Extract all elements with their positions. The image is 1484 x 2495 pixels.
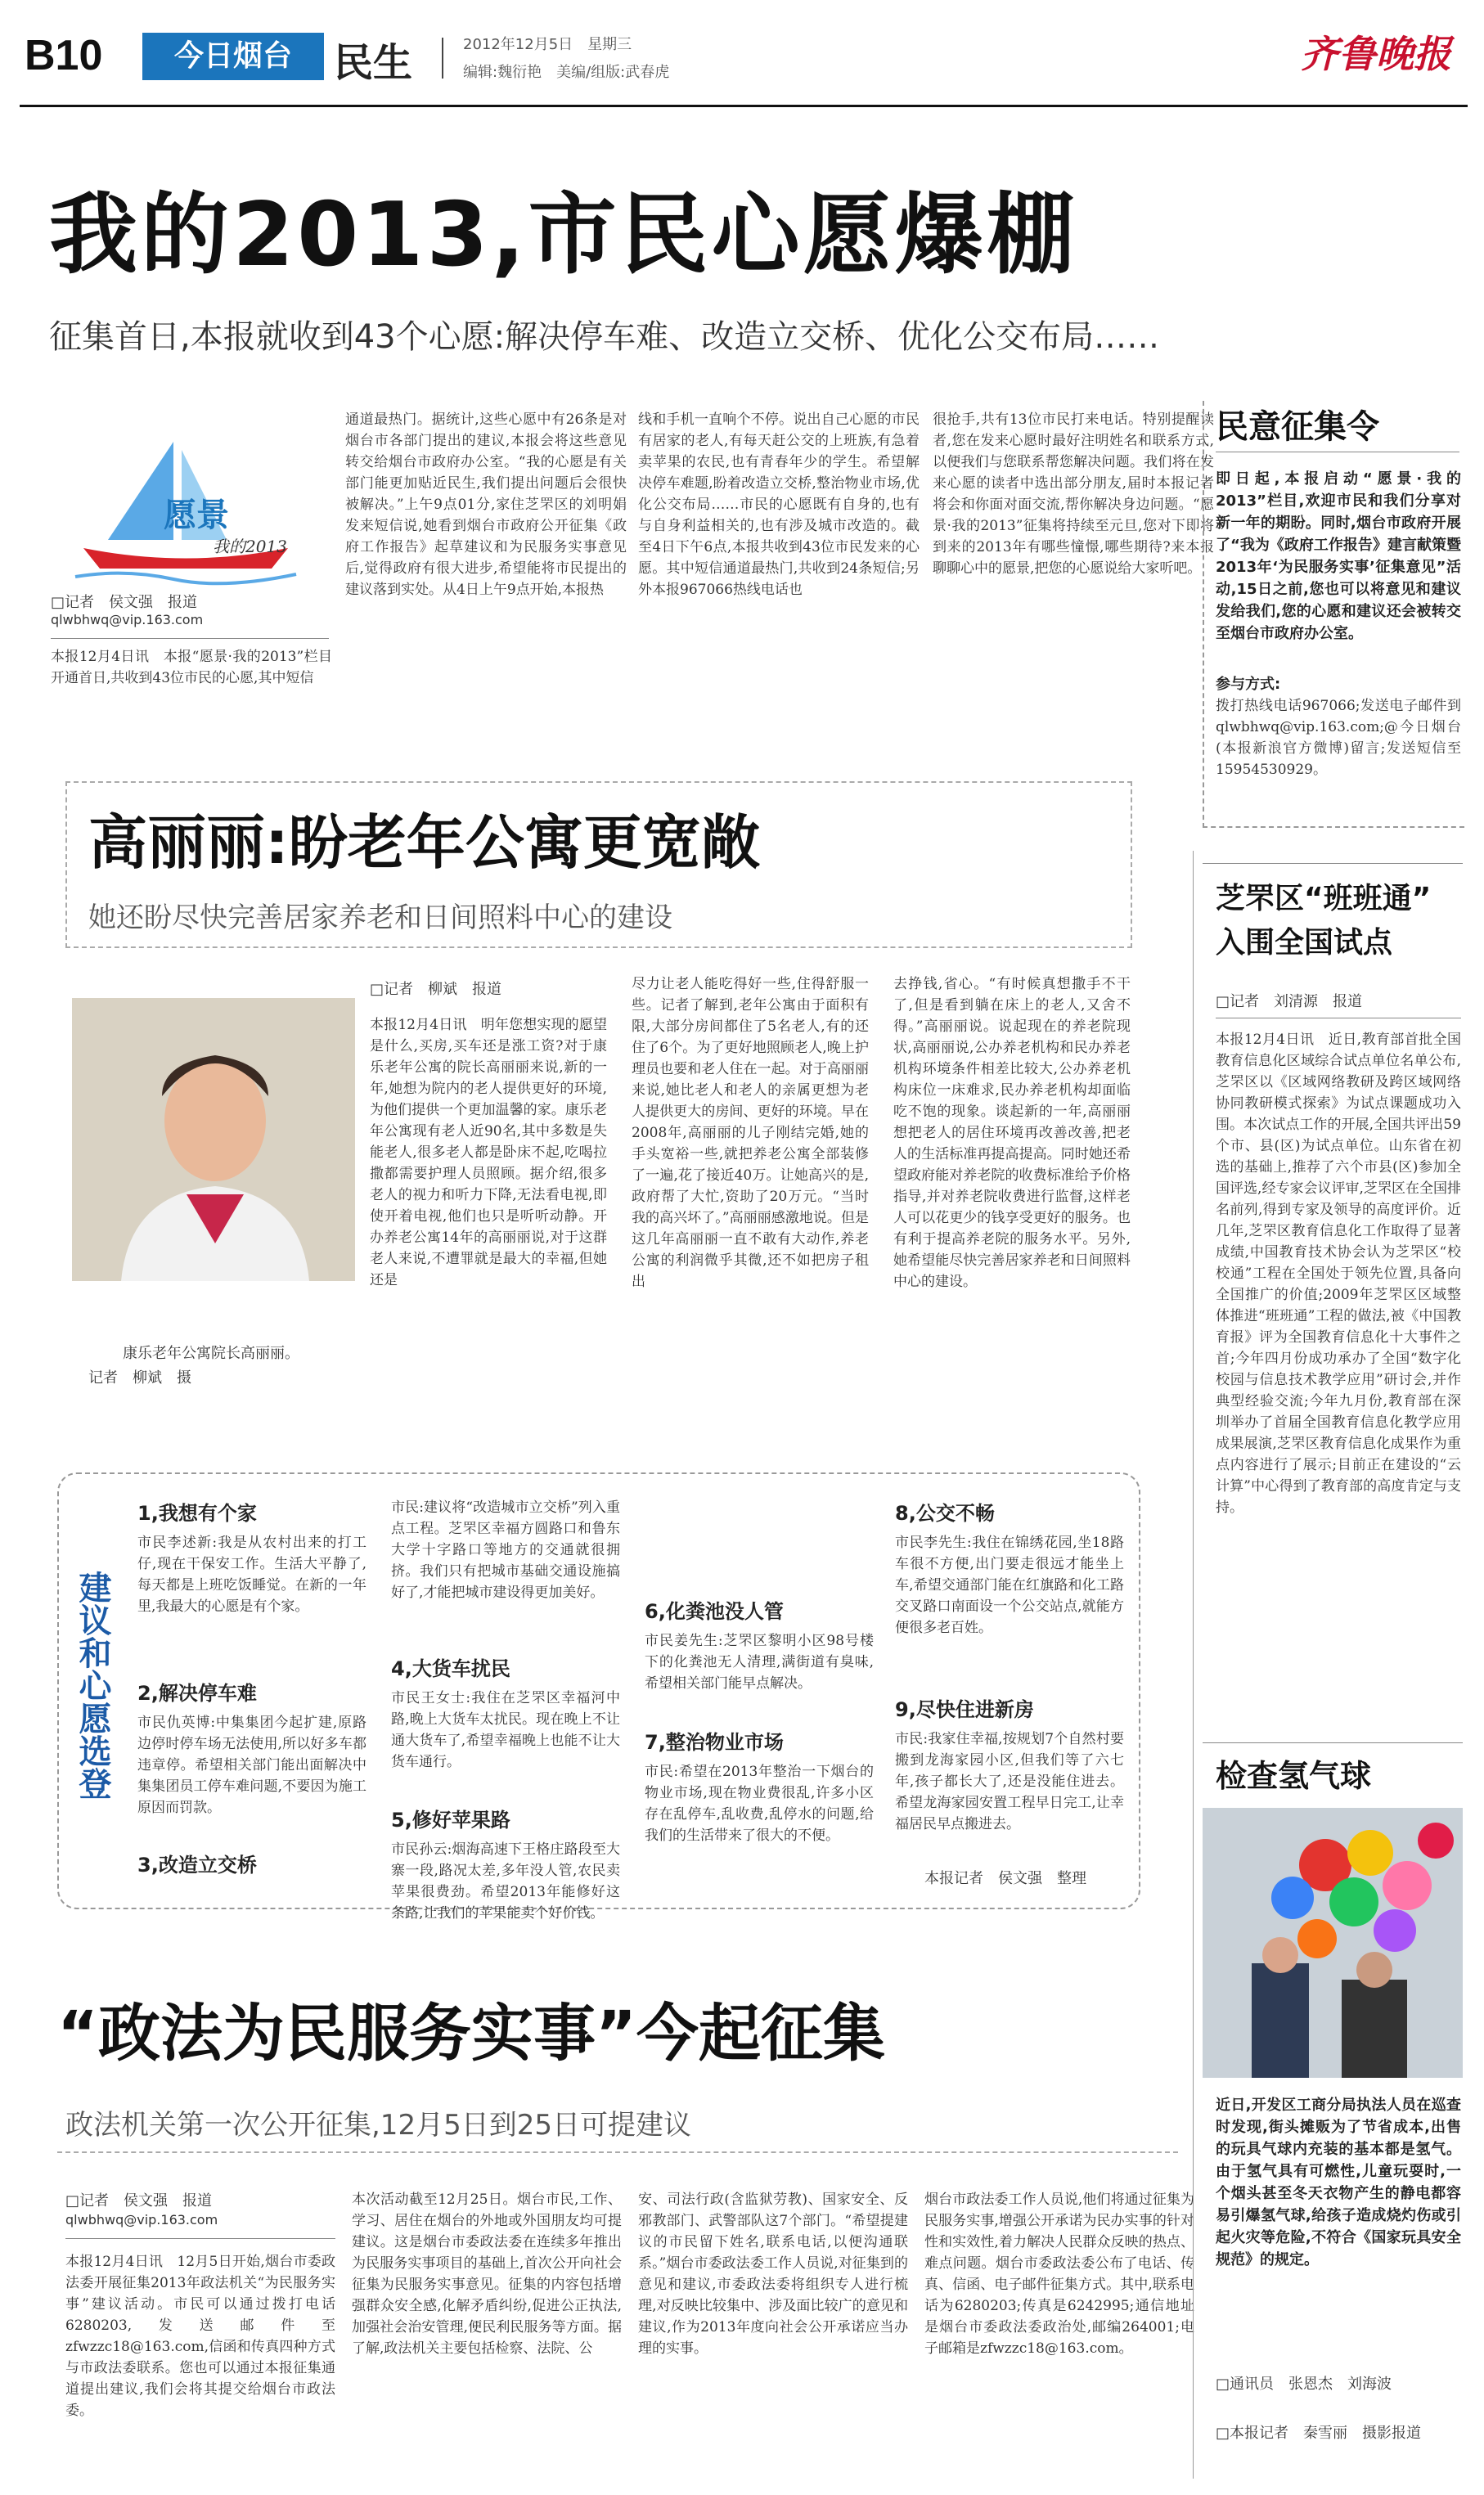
suggestion-item (645, 1595, 874, 1737)
minyi-text: 即日起,本报启动“愿景·我的2013”栏目,欢迎市民和我们分享对新一年的期盼。同时,烟台市政府开展了“我为《政府工作报告》建言献策暨2013年‘为民服务实事’征集意见”活动,15日之前,您也可以将意见和建议发给我们,您的心愿和建议还会被转交至烟台市政府办公室。 (1216, 470, 1461, 642)
logo-main-text: 愿景 (164, 497, 229, 534)
lead-col4: 很抢手,共有13位市民打来电话。特别提醒读者,您在发来心愿时最好注明姓名和联系方式,以便我们与您联系帮您解决问题。我们将在发来心愿的读者中选出部分朋友,届时本报记者将会和你面对面交流,帮你解决身边问题。“愿景·我的2013”征集将持续至元旦,您对下即将到来的2013年有哪些憧憬,哪些期待?来本报聊聊心中的愿景,把您的心愿说给大家听吧。 (933, 411, 1214, 577)
minyi-contact: 拨打热线电话967066;发送电子邮件到qlwbhwq@vip.163.com;@今日烟台(本报新浪官方微博)留言;发送短信至15954530929。 (1216, 698, 1461, 778)
suggestions-vertical-title: 建议和心愿选登 (74, 1571, 111, 1800)
suggestion-text: 市民:我家住幸福,按规划7个自然村要搬到龙海家园小区,但我们等了六七年,孩子都长大了,还是没能住进去。希望龙海家园安置工程早日完工,让幸福居民早点搬进去。 (895, 1731, 1124, 1832)
qingqi-credit2: □本报记者 秦雪丽 摄影报道 (1216, 2425, 1422, 2442)
section-name: 民生 (334, 40, 413, 86)
zhifa-col3: 安、司法行政(含监狱劳教)、国家安全、反邪教部门、武警部队这7个部门。“希望提建议的市民留下姓名,联系电话,以便沟通联系。”烟台市委政法委工作人员说,对征集到的意见和建议,市委政法委将组织专人进行梳理,对反映比较集中、涉及面比较广的意见和建议,作为2013年度向社会公开承诺应当办理的实事。 (638, 2192, 908, 2357)
lead-byline: □记者 侯文强 报道 (51, 594, 198, 611)
suggestion-item (391, 1497, 620, 1644)
suggestion-text: 市民李先生:我住在锦绣花园,坐18路车很不方便,出门要走很远才能坐上车,希望交通部门能在红旗路和化工路交叉路口南面设一个公交站点,就能方便很多老百姓。 (895, 1535, 1124, 1636)
qingqi-caption: 近日,开发区工商分局执法人员在巡查时发现,街头摊贩为了节省成本,出售的玩具气球内充装的基本都是氢气。由于氢气具有可燃性,儿童玩耍时,一个烟头甚至冬天衣物产生的静电都容易引爆氢气球,给孩子造成烧灼伤或引起火灾等危险,不符合《国家玩具安全规范》的规定。 (1216, 2097, 1461, 2268)
zhifu-byline: □记者 刘清源 报道 (1216, 993, 1363, 1010)
lead-col3: 线和手机一直响个不停。说出自己心愿的市民有居家的老人,有每天赶公交的上班族,有急着卖苹果的农民,也有青春年少的学生。希望解决停车难题,盼着改造立交桥,整治物业市场,优化公交布局……市民的心愿既有自身的,也有与自身利益相关的,也有涉及城市改造的。截至4日下午6点,本报共收到43位市民发来的心愿。其中短信通道最热门,共收到24条短信;另外本报967066热线电话也 (638, 411, 920, 598)
zhifu-title-line2: 入围全国试点 (1216, 926, 1393, 960)
gao-col3: 去挣钱,省心。“有时候真想撒手不干了,但是看到躺在床上的老人,又舍不得。”高丽丽说。说起现在的养老院现状,高丽丽说,公办养老机构和民办养老机构环境条件相差比较大,公办养老机构床位一床难求,民办养老机构却面临吃不饱的现象。谈起新的一年,高丽丽想把老人的居住环境再改善改善,把老人的生活标准再提高提高。同时她还希望政府能对养老院的收费标准给予价格指导,并对养老院收费进行监督,这样老人可以花更少的钱享受更好的服务。也有利于提高养老院的服务水平。另外,她希望能尽快完善居家养老和日间照料中心的建设。 (893, 976, 1131, 1290)
suggestion-item (391, 1804, 620, 1922)
lead-col2: 通道最热门。据统计,这些心愿中有26条是对烟台市各部门提出的建议,本报会将这些意见转交给烟台市政府办公室。“我的心愿是有关部门能更加贴近民生,我们提出问题后会很快被解决。”上午9点01分,家住芝罘区的刘明娟发来短信说,她看到烟台市政府公开征集《政府工作报告》起草建议和为民服务实事意见后,觉得政府有很大进步,希望能将市民提出的建议落到实处。从4日上午9点开始,本报热 (345, 411, 627, 598)
lead-subhead: 征集首日,本报就收到43个心愿:解决停车难、改造立交桥、优化公交布局…… (49, 318, 1160, 356)
suggestion-head: 3,改造立交桥 (137, 1854, 257, 1877)
qingqi-credit1: □通讯员 张恩杰 刘海波 (1216, 2376, 1392, 2393)
suggestion-text: 市民姜先生:芝罘区黎明小区98号楼下的化粪池无人清理,满街道有臭味,希望相关部门能早点解决。 (645, 1633, 874, 1692)
suggestion-head: 2,解决停车难 (137, 1682, 257, 1705)
lead-email: qlwbhwq@vip.163.com (51, 612, 204, 627)
suggestion-text: 市民孙云:烟海高速下王格庄路段至大寨一段,路况太差,多年没人管,农民卖苹果很费劲。希望2013年能修好这条路,让我们的苹果能卖个好价钱。 (391, 1841, 620, 1922)
gao-photo-credit: 记者 柳斌 摄 (88, 1369, 191, 1387)
suggestion-head: 8,公交不畅 (895, 1502, 995, 1525)
gao-caption: 康乐老年公寓院长高丽丽。 (123, 1345, 299, 1362)
suggestion-text: 市民仇英博:中集集团今起扩建,原路边停时停车场无法使用,所以好多车都违章停。希望相关部门能出面解决中集集团员工停车难问题,不要因为施工原因而罚款。 (137, 1715, 367, 1816)
minyi-title: 民意征集令 (1216, 408, 1379, 446)
suggestions-credit: 本报记者 侯文强 整理 (924, 1870, 1086, 1887)
gao-portrait (72, 998, 355, 1281)
suggestion-item (645, 1726, 874, 1900)
suggestion-head: 4,大货车扰民 (391, 1657, 510, 1680)
suggestion-text: 市民:建议将“改造城市立交桥”列入重点工程。芝罘区幸福方圆路口和鲁东大学十字路口等地方的交通就很拥挤。我们只有把城市基础交通设施搞好了,才能把城市建设得更加美好。 (391, 1499, 620, 1601)
zhifa-col1: 本报12月4日讯 12月5日开始,烟台市委政法委开展征集2013年政法机关“为民服务实事”建议活动。市民可以通过拨打电话6280203,发送邮件至zfwzzc18@163.com,信函和传真四种方式与市政法委联系。您也可以通过本报征集通道提出建议,我们会将其提交给烟台市政法委。 (65, 2254, 335, 2419)
suggestion-text: 市民李述新:我是从农村出来的打工仔,现在干保安工作。生活大平静了,每天都是上班吃饭睡觉。在新的一年里,我最大的心愿是有个家。 (137, 1535, 367, 1615)
zhifa-title: “政法为民服务实事”今起征集 (57, 1997, 885, 2070)
gao-col1: 本报12月4日讯 明年您想实现的愿望是什么,买房,买车还是涨工资?对于康乐老年公寓的院长高丽丽来说,新的一年,她想为院内的老人提供更好的环境,为他们提供一个更加温馨的家。康乐老年公寓现有老人近90名,其中多数是失能老人,很多老人都是卧床不起,吃喝拉撒都需要护理人员照顾。据介绍,很多老人的视力和听力下降,无法看电视,即使开着电视,他们也只是听听动静。开办养老公寓14年的高丽丽说,对于这群老人来说,不遭罪就是最大的幸福,但她还是 (370, 1017, 607, 1288)
date-line: 2012年12月5日 星期三 (463, 36, 632, 53)
zhifu-text: 本报12月4日讯 近日,教育部首批全国教育信息化区域综合试点单位名单公布,芝罘区以《区域网络教研及跨区域网络协同教研模式探索》为试点课题成功入围。本次试点工作的开展,全国共评出59个市、县(区)为试点单位。山东省在初选的基础上,推荐了六个市县(区)参加全国评选,经专家会议评审,芝罘区在全国排名前列,得到专家及领导的高度评价。近几年,芝罘区教育信息化工作取得了显著成绩,中国教育技术协会认为芝罘区“校校通”工程在全国处于领先位置,具备向全国推广的价值;2009年芝罘区区域整体推进“班班通”工程的做法,被《中国教育报》评为全国教育信息化十大事件之首;今年四月份成功承办了全国“数字化校园与信息技术教学应用”研讨会,并作典型经验交流;今年九月份,教育部在深圳举办了首届全国教育信息化教学应用成果展演,芝罘区教育信息化成果作为重点内容进行了展示;目前正在建设的“云计算”中心得到了教育部的高度肯定与支持。 (1216, 1032, 1461, 1516)
suggestion-item (895, 1497, 1124, 1679)
suggestion-head: 9,尽快住进新房 (895, 1698, 1034, 1721)
editor-line: 编辑:魏衍艳 美编/组版:武春虎 (463, 64, 670, 81)
suggestion-item (137, 1677, 367, 1859)
balloon-photo (1203, 1808, 1463, 2078)
zhifa-subtitle: 政法机关第一次公开征集,12月5日到25日可提建议 (65, 2109, 691, 2142)
lead-headline: 我的2013,市民心愿爆棚 (49, 184, 1078, 286)
qingqi-title: 检查氢气球 (1216, 1758, 1372, 1794)
zhifa-col4: 烟台市政法委工作人员说,他们将通过征集为民服务实事,增强公开承诺为民办实事的针对性和实效性,着力解决人民群众反映的热点、难点问题。烟台市委政法委公布了电话、传真、信函、电子邮件征集方式。其中,联系电话为6280203;传真是6242995;通信地址是烟台市委政法委政治处,邮编264001;电子邮箱是zfwzzc18@163.com。 (924, 2192, 1194, 2357)
zhifa-col2: 本次活动截至12月25日。烟台市民,工作、学习、居住在烟台的外地或外国朋友均可提建议。这是烟台市委政法委在连续多年推出为民服务实事项目的基础上,首次公开向社会征集为民服务实事意见。征集的内容包括增强群众安全感,化解矛盾纠纷,促进公正执法,加强社会治安管理,便民利民服务等方面。据了解,政法机关主要包括检察、法院、公 (352, 2192, 622, 2357)
suggestion-item (137, 1849, 367, 1877)
suggestion-item (895, 1693, 1124, 1876)
page-code: B10 (25, 32, 103, 79)
zhifa-email: qlwbhwq@vip.163.com (65, 2212, 218, 2228)
gao-col2: 尽力让老人能吃得好一些,住得舒服一些。记者了解到,老年公寓由于面积有限,大部分房间都住了5名老人,有的还住了6个。为了更好地照顾老人,晚上护理员也要和老人住在一起。对于高丽丽来说,她比老人和老人的亲属更想为老人提供更大的房间、更好的环境。早在2008年,高丽丽的儿子刚结完婚,她的手头宽裕一些,就把养老公寓全部装修了一遍,花了接近40万。让她高兴的是,政府帮了大忙,资助了20万元。“当时我的高兴坏了。”高丽丽感激地说。但是这几年高丽丽一直不敢有大动作,养老公寓的利润微乎其微,还不如把房子租出 (632, 976, 869, 1290)
suggestion-head: 6,化粪池没人管 (645, 1600, 784, 1623)
gao-subtitle: 她还盼尽快完善居家养老和日间照料中心的建设 (88, 901, 672, 934)
suggestion-item (137, 1497, 367, 1663)
suggestion-head: 1,我想有个家 (137, 1502, 257, 1525)
gao-title: 高丽丽:盼老年公寓更宽敞 (88, 808, 760, 877)
section-tab: 今日烟台 (142, 33, 324, 80)
suggestion-head: 5,修好苹果路 (391, 1809, 510, 1832)
zhifu-title-line1: 芝罘区“班班通” (1216, 882, 1432, 915)
suggestion-text: 市民:希望在2013年整治一下烟台的物业市场,现在物业费很乱,许多小区存在乱停车,乱收费,乱停水的问题,给我们的生活带来了很大的不便。 (645, 1764, 874, 1844)
logo-sub-text: 我的2013 (213, 537, 287, 556)
lead-col1: 本报12月4日讯 本报“愿景·我的2013”栏目开通首日,共收到43位市民的心愿,其中短信 (51, 649, 332, 686)
suggestion-item (391, 1652, 620, 1794)
suggestion-head: 7,整治物业市场 (645, 1731, 784, 1754)
minyi-contact-label: 参与方式: (1216, 676, 1281, 693)
suggestion-text: 市民王女士:我住在芝罘区幸福河中路,晚上大货车太扰民。现在晚上不让通大货车了,希望幸福晚上也能不让大货车通行。 (391, 1690, 620, 1770)
zhifa-byline: □记者 侯文强 报道 (65, 2192, 213, 2210)
brand-logo: 齐鲁晚报 (1301, 32, 1451, 76)
gao-byline: □记者 柳斌 报道 (370, 981, 502, 998)
